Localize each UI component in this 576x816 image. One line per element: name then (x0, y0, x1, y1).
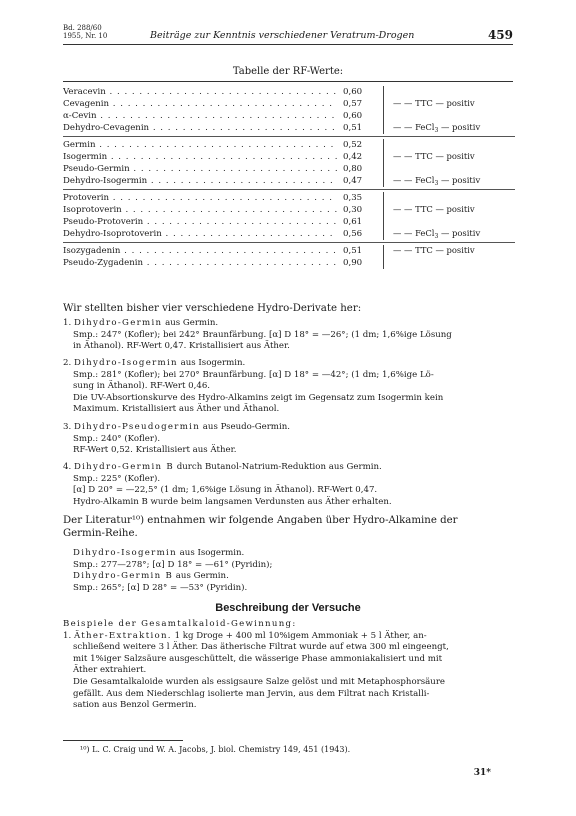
rf-value: 0,60 (343, 87, 363, 97)
rf-table (63, 84, 515, 271)
journal-volume (63, 24, 107, 40)
examples-heading: Beispiele der Gesamtalkaloid-Gewinnung: (63, 619, 297, 629)
rf-value: 0,35 (343, 193, 363, 203)
journal-line-1: Bd. 288/60 (63, 24, 102, 32)
section-heading: Beschreibung der Versuche (215, 602, 361, 614)
group-bracket (383, 86, 384, 134)
derivative-2: 2. Dihydro-Isogermin aus Isogermin. Smp.: 281° (Kofler); bei 270° Braunfärbung. [α] D 18° = —42°; (1 dm; 1,6%ige Lö- sung in Äthanol). RF-Wert 0,46. Die UV-Absortionskurve des Hydro-Alkamins zeigt im Gegensatz zum Isogermin kein Maximum. Kristallisiert aus Äther und Äthanol. (63, 358, 513, 416)
rf-value: 0,60 (343, 111, 363, 121)
footnote: ¹⁰) L. C. Craig und W. A. Jacobs, J. biol. Chemistry 149, 451 (1943). (80, 745, 351, 754)
literature-paragraph: Der Literatur¹⁰) entnahmen wir folgende Angaben über Hydro-Alkamine der Germin-Reihe. (63, 515, 458, 539)
compound-name: Cevagenin . . . (63, 98, 337, 110)
derivative-heading: 4. Dihydro-Germin B durch Butanol-Natrium-Reduktion aus Germin. (63, 462, 382, 472)
compound-name: Isoprotoverin . . . (63, 204, 337, 216)
group-bracket (383, 192, 384, 240)
test-note-ttc: — — TTC — positiv (393, 245, 475, 255)
table-caption: Tabelle der RF-Werte: (232, 66, 344, 77)
test-note-ttc: — — TTC — positiv (393, 98, 475, 108)
test-note-fecl3: — — FeCl$_3$ — positiv (393, 175, 481, 187)
compound-name: Isogermin . . . (63, 151, 337, 163)
compound-name: Pseudo-Protoverin . . . (63, 216, 337, 228)
compound-name: Veracevin . . . (63, 86, 337, 98)
header-rule (63, 44, 513, 45)
table-row (63, 257, 515, 269)
rf-value: 0,52 (343, 140, 363, 150)
group-bracket (383, 139, 384, 187)
derivative-heading: 2. Dihydro-Isogermin aus Isogermin. (63, 358, 246, 368)
rf-value: 0,51 (343, 123, 363, 133)
derivative-4: 4. Dihydro-Germin B durch Butanol-Natrium-Reduktion aus Germin. Smp.: 225° (Kofler). [α] D 20° = —22,5° (1 dm; 1,6%ige Lösung in Äthanol). RF-Wert 0,47. Hydro-Alkamin B wurde beim langsamen Verdunsten aus Äther erhalten. (63, 462, 513, 508)
test-note-ttc: — — TTC — positiv (393, 151, 475, 161)
rf-value: 0,47 (343, 176, 363, 186)
compound-name: Dehydro-Isogermin . . . (63, 175, 337, 187)
rf-value: 0,61 (343, 217, 363, 227)
table-row (63, 139, 515, 151)
intro-paragraph: Wir stellten bisher vier verschiedene Hydro-Derivate her: (63, 303, 362, 314)
rf-value: 0,42 (343, 152, 363, 162)
table-row (63, 216, 515, 228)
page-number: 459 (487, 28, 513, 42)
journal-line-2: 1955, Nr. 10 (63, 32, 108, 40)
derivative-1: 1. Dihydro-Germin aus Germin. Smp.: 247° (Kofler); bei 242° Braunfärbung. [α] D 18° = —26°; (1 dm; 1,6%ige Lösung in Äthanol). RF-Wert 0,47. Kristallisiert aus Äther. (63, 318, 513, 353)
rf-value: 0,51 (343, 246, 363, 256)
rf-value: 0,57 (343, 99, 363, 109)
test-note-ttc: — — TTC — positiv (393, 204, 475, 214)
table-group (63, 137, 515, 190)
test-note-fecl3: — — FeCl$_3$ — positiv (393, 228, 481, 240)
table-top-rule (63, 81, 513, 82)
derivative-3: 3. Dihydro-Pseudogermin aus Pseudo-Germin. Smp.: 240° (Kofler). RF-Wert 0,52. Kristallisiert aus Äther. (63, 422, 513, 457)
running-title: Beiträge zur Kenntnis verschiedener Veratrum-Drogen (150, 30, 415, 41)
compound-name: α-Cevin . . . (63, 110, 337, 122)
table-group (63, 84, 515, 137)
examples-block: Beispiele der Gesamtalkaloid-Gewinnung: 1. Äther-Extraktion. 1 kg Droge + 400 ml 10%igem Ammoniak + 5 l Äther, an- schließend weitere 3 l Äther. Das ätherische Filtrat wurde auf etwa 300 ml eingeengt, mit 1%iger Salzsäure ausgeschüttelt, die wässerige Phase ammoniakalisiert und mit Äther extrahiert. Die Gesamtalkaloide wurden als essigsaure Salze gelöst und mit Metaphosphorsäure gefällt. Aus dem Niederschlag isolierte man Jervin, aus dem Filtrat nach Kristalli- sation aus Benzol Germerin. (63, 619, 513, 712)
compound-name: Germin . . . (63, 139, 337, 151)
table-group (63, 190, 515, 243)
test-note-fecl3: — — FeCl$_3$ — positiv (393, 122, 481, 134)
compound-name: Pseudo-Germin . . . (63, 163, 337, 175)
compound-name: Pseudo-Zygadenin . . . (63, 257, 337, 269)
table-row (63, 192, 515, 204)
literature-values: Dihydro-Isogermin aus Isogermin. Smp.: 277—278°; [α] D 18° = —61° (Pyridin); Dihydro-Germin B aus Germin. Smp.: 265°; [α] D 28° = —53° (Pyridin). (73, 548, 273, 593)
table-row (63, 163, 515, 175)
derivative-heading: 3. Dihydro-Pseudogermin aus Pseudo-Germin. (63, 422, 290, 432)
table-row (63, 110, 515, 122)
compound-name: Dehydro-Isoprotoverin . . . (63, 228, 337, 240)
table-row (63, 86, 515, 98)
group-bracket (383, 245, 384, 269)
rf-value: 0,90 (343, 258, 363, 268)
derivative-heading: 1. Dihydro-Germin aus Germin. (63, 318, 219, 328)
rf-value: 0,56 (343, 229, 363, 239)
footnote-rule (63, 740, 183, 741)
compound-name: Dehydro-Cevagenin . . . (63, 122, 337, 134)
rf-value: 0,30 (343, 205, 363, 215)
signature-mark: 31* (473, 768, 491, 778)
compound-name: Protoverin . . . (63, 192, 337, 204)
compound-name: Isozygadenin . . . (63, 245, 337, 257)
rf-value: 0,80 (343, 164, 363, 174)
table-group (63, 243, 515, 271)
